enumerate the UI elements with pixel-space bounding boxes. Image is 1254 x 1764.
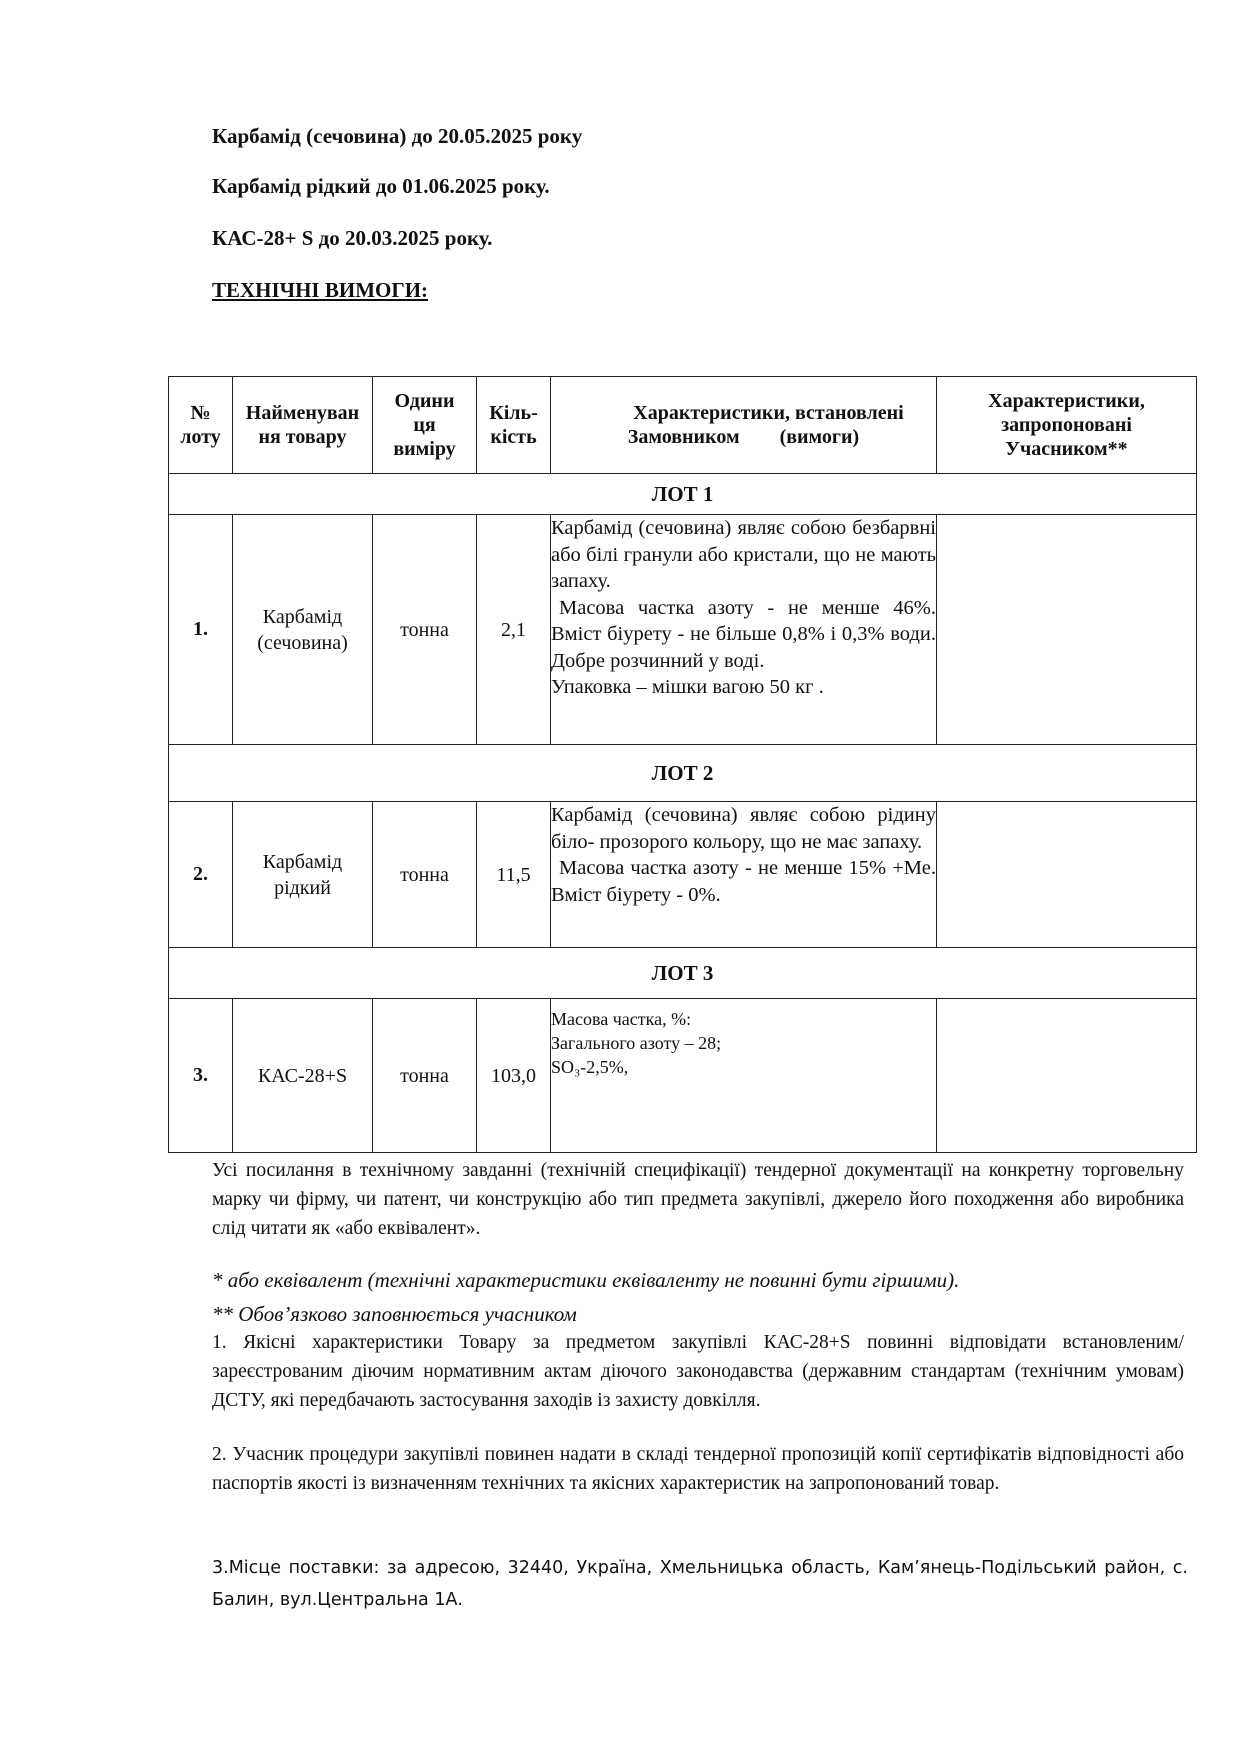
requirement-certificates: 2. Учасник процедури закупівлі повинен надати в складі тендерної пропозицій копії сертифікатів відповідності або паспортів якості із визначенням технічних та якісних характеристик на запропонований товар.: [212, 1444, 1184, 1494]
deadline-urea: Карбамід (сечовина) до 20.05.2025 року: [212, 124, 583, 148]
unit: тонна: [373, 515, 477, 745]
header-lot-no: № лоту: [169, 377, 233, 474]
table-row: [169, 802, 1197, 948]
equivalent-reference-paragraph: Усі посилання в технічному завданні (технічній специфікації) тендерної документації на конкретну торговельну марку чи фірму, чи патент, чи конструкцію або тип предмета закупівлі, джерело його походження або виробника слід читати як «або еквівалент».: [212, 1160, 1184, 1239]
table-row: [169, 999, 1197, 1153]
lot-label: ЛОТ 2: [169, 745, 1197, 802]
header-unit: Одини ця виміру: [373, 377, 477, 474]
participant-spec[interactable]: [937, 999, 1197, 1153]
customer-spec: Карбамід (сечовина) являє собою безбарвні або білі гранули або кристали, що не мають запаху. Масова частка азоту - не менше 46%. Вміст біурету - не більше 0,8% і 0,3% води. Добре розчинний у воді. Упаковка – мішки вагою 50 кг .: [551, 515, 937, 745]
customer-spec: Масова частка, %: Загального азоту – 28; SO₃-2,5%,: [551, 999, 937, 1153]
table-row: [169, 515, 1197, 745]
unit: тонна: [373, 802, 477, 948]
lot-label: ЛОТ 3: [169, 948, 1197, 999]
equivalent-note: * або еквівалент (технічні характеристики еквіваленту не повинні бути гіршими).: [212, 1268, 960, 1292]
lot-label-row: [169, 474, 1197, 515]
requirement-delivery-place: 3.Місце поставки: за адресою, 32440, Україна, Хмельницька область, Кам’янець-Подільський район, с. Балин, вул.Центральна 1А.: [212, 1558, 1188, 1610]
participant-note: ** Обов’язково заповнюється учасником: [212, 1302, 577, 1326]
lot-label: ЛОТ 1: [169, 474, 1197, 515]
participant-spec[interactable]: [937, 515, 1197, 745]
customer-spec: Карбамід (сечовина) являє собою рідину біло- прозорого кольору, що не має запаху. Масова частка азоту - не менше 15% +Ме. Вміст біурету - 0%.: [551, 802, 937, 948]
lot-number: 3.: [169, 999, 233, 1153]
quantity: 2,1: [477, 515, 551, 745]
technical-requirements-heading: ТЕХНІЧНІ ВИМОГИ:: [212, 278, 429, 302]
header-product-name: Найменуван ня товару: [233, 377, 373, 474]
quantity: 11,5: [477, 802, 551, 948]
header-customer-spec: Характеристики, встановлені Замовником (вимоги): [551, 377, 937, 474]
lot-label-row: [169, 948, 1197, 999]
header-quantity: Кіль- кість: [477, 377, 551, 474]
specification-table: [168, 376, 1197, 1153]
deadline-kas: КАС-28+ S до 20.03.2025 року.: [212, 226, 493, 250]
deadline-liquid-urea: Карбамід рідкий до 01.06.2025 року.: [212, 174, 550, 198]
participant-spec[interactable]: [937, 802, 1197, 948]
unit: тонна: [373, 999, 477, 1153]
product-name: КАС-28+S: [233, 999, 373, 1153]
lot-label-row: [169, 745, 1197, 802]
product-name: Карбамід (сечовина): [233, 515, 373, 745]
quantity: 103,0: [477, 999, 551, 1153]
lot-number: 1.: [169, 515, 233, 745]
header-participant-spec: Характеристики, запропоновані Учасником**: [937, 377, 1197, 474]
requirement-quality: 1. Якісні характеристики Товару за предметом закупівлі КАС-28+S повинні відповідати встановленим/зареєстрованим діючим нормативним актам діючого законодавства (державним стандартам (технічним умовам) ДСТУ, які передбачають застосування заходів із захисту довкілля.: [212, 1332, 1184, 1411]
table-header-row: [169, 377, 1197, 474]
product-name: Карбамід рідкий: [233, 802, 373, 948]
lot-number: 2.: [169, 802, 233, 948]
